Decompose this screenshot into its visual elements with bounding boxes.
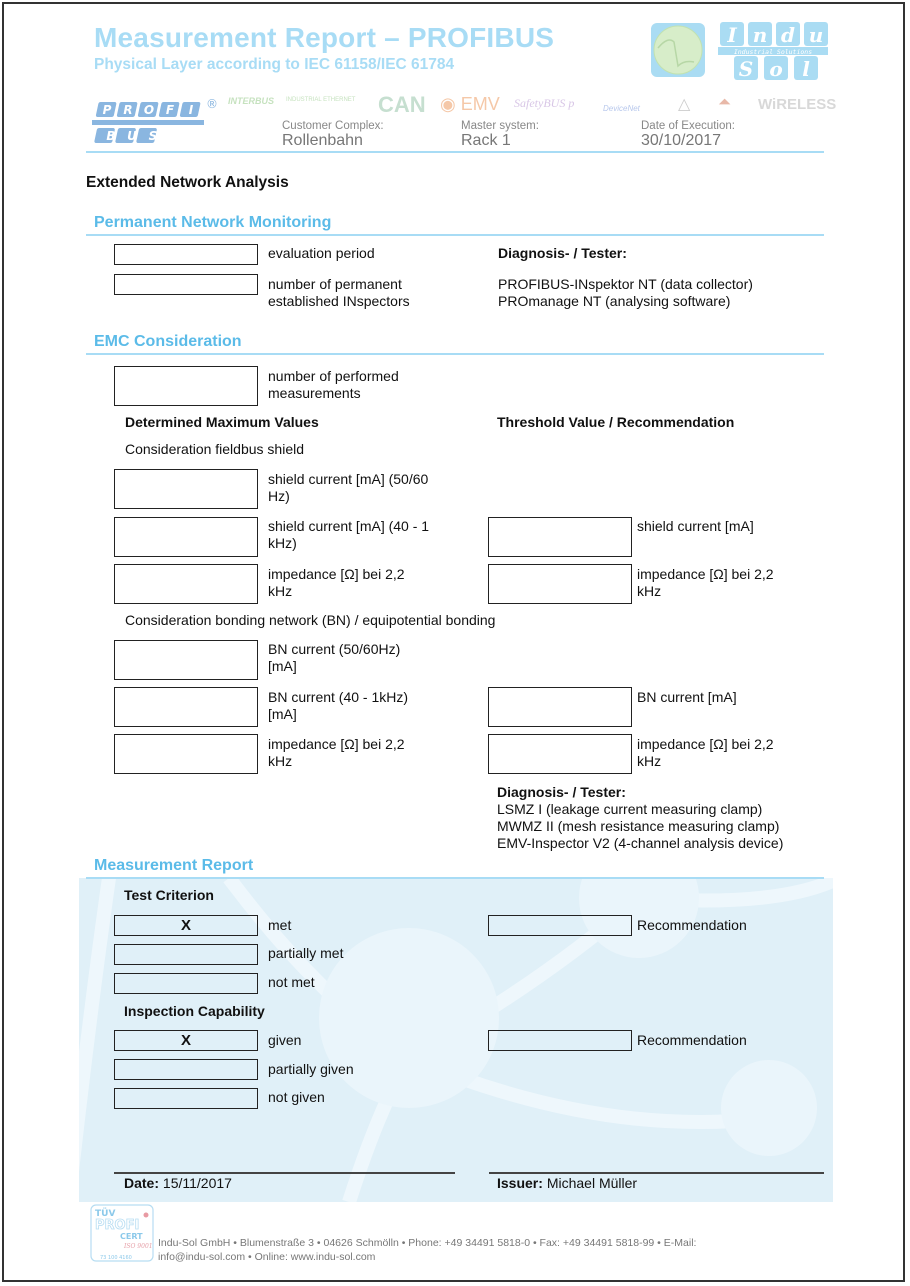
report-title: Measurement Report – PROFIBUS [94,22,555,53]
date-signature-line [114,1172,455,1174]
test-criterion-partially-met-checkbox[interactable] [114,944,258,965]
issuer-signature-line [489,1172,824,1174]
diagnosis-item: PROFIBUS-INspektor NT (data collector) [498,276,753,292]
modbus-logo: ⏶ [718,94,731,111]
report-date [124,1175,232,1192]
label-line: kHz) [268,535,297,551]
label-line: impedance [Ω] bei 2,2 [637,736,774,752]
section-heading-permanent-monitoring: Permanent Network Monitoring [94,214,332,231]
page-heading: Extended Network Analysis [86,174,289,191]
label-line: BN current (40 - 1kHz) [268,689,409,705]
date-execution-value: 30/10/2017 [641,132,722,149]
section-divider [86,877,824,879]
cert-line: PROFI [95,1218,140,1233]
issuer-value: Michael Müller [546,1175,638,1191]
test-criterion-heading: Test Criterion [124,887,214,903]
label-line: measurements [268,385,361,401]
bn-subheading: Consideration bonding network (BN) / equipotential bonding [125,612,496,628]
label-line: kHz [268,753,293,769]
performed-measurements-label [268,368,399,402]
bn-impedance-threshold-label [637,736,774,770]
profibus-logo [92,96,222,152]
inspection-partially-given-checkbox[interactable] [114,1059,258,1080]
shield-current-40-1k-field[interactable] [114,517,258,557]
test-criterion-recommendation-field[interactable] [488,915,632,936]
svg-text:R: R [123,103,133,117]
cert-line: TÜV [95,1209,116,1219]
performed-measurements-field[interactable] [114,366,258,406]
shield-impedance-threshold-label [637,566,774,600]
report-issuer [497,1175,637,1192]
inspection-recommendation-label: Recommendation [637,1032,747,1048]
diagnosis-heading: Diagnosis- / Tester: [498,245,627,261]
issuer-label: Issuer: [497,1175,543,1191]
inspection-partially-given-label: partially given [268,1061,354,1077]
footer-line: Indu-Sol GmbH • Blumenstraße 3 • 04626 Schmölln • Phone: +49 34491 5818-0 • Fax: +49 34491 5818-99 • E-Mail: [158,1237,697,1249]
svg-text:S: S [148,129,158,143]
cert-line: ISO 9001 [124,1243,153,1250]
inspection-recommendation-field[interactable] [488,1030,632,1051]
bn-current-50-60-field[interactable] [114,640,258,680]
test-criterion-met-checkbox[interactable]: X [114,915,258,936]
bn-current-40-1k-field[interactable] [114,687,258,727]
date-label: Date: [124,1175,160,1191]
label-line: impedance [Ω] bei 2,2 [637,566,774,582]
label-line: [mA] [268,706,297,722]
inspection-capability-heading: Inspection Capability [124,1003,265,1019]
label-line: [mA] [268,658,297,674]
diagnosis-item: EMV-Inspector V2 (4-channel analysis device) [497,835,784,851]
safetybus-logo: SafetyBUS p [514,96,575,110]
shield-current-40-1k-label [268,518,429,552]
shield-impedance-threshold-field[interactable] [488,564,632,604]
wireless-logo: WiRELESS [758,96,837,113]
asi-logo: △ [678,96,691,113]
indusol-letter: I [727,23,737,47]
bus-logos-strip [228,92,837,122]
report-subtitle: Physical Layer according to IEC 61158/IEC 61784 [94,56,455,73]
bn-impedance-label [268,736,405,770]
bn-current-threshold-label: BN current [mA] [637,689,737,705]
bn-impedance-threshold-field[interactable] [488,734,632,774]
indusol-tagline: Industrial Solutions [733,48,813,56]
master-system-value: Rack 1 [461,132,511,149]
emv-logo: ◉ EMV [440,94,500,114]
svg-text:P: P [102,103,112,117]
diagnosis-heading: Diagnosis- / Tester: [497,784,626,800]
svg-text:S: S [738,57,754,81]
section-divider [86,234,824,236]
svg-text:F: F [165,103,175,117]
shield-impedance-field[interactable] [114,564,258,604]
shield-current-50-60-label [268,471,428,505]
cert-line: CERT [120,1232,143,1241]
test-criterion-not-met-checkbox[interactable] [114,973,258,994]
emc-diagnosis-block [497,784,783,852]
diagnosis-item: PROmanage NT (analysing software) [498,293,731,309]
svg-text:U: U [127,129,137,143]
label-line: impedance [Ω] bei 2,2 [268,566,405,582]
label-line: Hz) [268,488,290,504]
section-heading-emc: EMC Consideration [94,333,242,350]
label-line: number of permanent [268,276,402,292]
bn-current-40-1k-label [268,689,408,723]
test-criterion-recommendation-label: Recommendation [637,917,747,933]
label-line: shield current [mA] (50/60 [268,471,429,487]
label-line: number of performed [268,368,399,384]
diagnosis-item: MWMZ II (mesh resistance measuring clamp) [497,818,780,834]
interbus-logo: INTERBUS [228,96,275,106]
svg-text:u: u [808,23,824,47]
bn-current-threshold-field[interactable] [488,687,632,727]
shield-impedance-label [268,566,405,600]
permanent-inspectors-field[interactable] [114,274,258,295]
inspection-given-checkbox[interactable]: X [114,1030,258,1051]
evaluation-period-label: evaluation period [268,245,375,261]
label-line: BN current (50/60Hz) [268,641,401,657]
evaluation-period-field[interactable] [114,244,258,265]
inspection-not-given-label: not given [268,1089,325,1105]
svg-text:O: O [143,103,155,117]
svg-text:B: B [106,129,116,143]
svg-text:d: d [781,23,795,47]
svg-text:n: n [752,23,768,47]
svg-text:I: I [188,103,194,117]
label-line: shield current [mA] (40 - 1 [268,518,430,534]
can-logo: CAN [378,92,426,117]
shield-current-50-60-field[interactable] [114,469,258,509]
industrial-ethernet-logo: INDUSTRIAL ETHERNET [286,97,356,103]
label-line: established INspectors [268,293,410,309]
master-system-label: Master system: [461,120,539,132]
label-line: impedance [Ω] bei 2,2 [268,736,405,752]
emv-logo-text: EMV [460,94,500,114]
date-value: 15/11/2017 [162,1175,232,1191]
diagnosis-list [498,276,753,310]
label-line: kHz [268,583,293,599]
shield-current-threshold-field[interactable] [488,517,632,557]
header-divider [86,151,824,153]
devicenet-logo: DeviceNet [603,104,640,113]
shield-subheading: Consideration fieldbus shield [125,441,304,457]
date-execution-label: Date of Execution: [641,120,735,132]
inspection-given-label: given [268,1032,302,1048]
indusol-logo [650,20,830,82]
threshold-heading: Threshold Value / Recommendation [497,414,735,430]
permanent-inspectors-label [268,276,410,310]
tuv-profi-cert-logo [90,1204,154,1262]
inspection-not-given-checkbox[interactable] [114,1088,258,1109]
determined-max-heading: Determined Maximum Values [125,414,319,430]
section-divider [86,353,824,355]
svg-text:o: o [769,57,783,81]
shield-current-threshold-label: shield current [mA] [637,518,754,534]
label-line: kHz [637,753,662,769]
diagnosis-item: LSMZ I (leakage current measuring clamp) [497,801,763,817]
svg-text:®: ® [206,97,218,111]
footer-contact [158,1236,696,1264]
test-criterion-met-label: met [268,917,292,933]
section-heading-measurement-report: Measurement Report [94,857,254,874]
customer-complex-label: Customer Complex: [282,120,384,132]
svg-text:l: l [802,57,810,81]
bn-current-50-60-label [268,641,400,675]
test-criterion-not-met-label: not met [268,974,315,990]
customer-complex-value: Rollenbahn [282,132,363,149]
bn-impedance-field[interactable] [114,734,258,774]
cert-number: 73 100 4160 [100,1255,132,1261]
test-criterion-partially-met-label: partially met [268,945,344,961]
label-line: kHz [637,583,662,599]
footer-line: info@indu-sol.com • Online: www.indu-sol.com [158,1251,376,1263]
